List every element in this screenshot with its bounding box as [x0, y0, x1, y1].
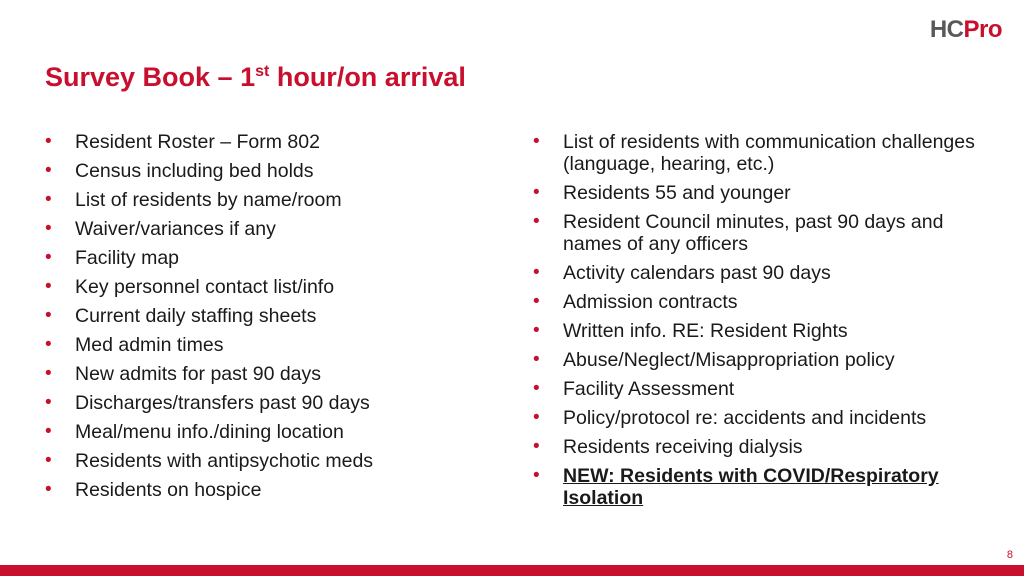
bullet-icon: • — [45, 189, 52, 210]
list-item — [45, 247, 485, 269]
bullet-icon: • — [533, 131, 540, 152]
list-item-text: Residents receiving dialysis — [563, 436, 803, 458]
list-item — [45, 334, 485, 356]
list-item — [533, 407, 983, 429]
list-item — [45, 305, 485, 327]
list-item-text: Current daily staffing sheets — [75, 305, 317, 327]
title-superscript: st — [255, 63, 270, 80]
bullet-icon: • — [533, 320, 540, 341]
title-prefix: Survey Book – 1 — [45, 62, 256, 92]
list-item — [533, 291, 983, 313]
list-item-text: Resident Roster – Form 802 — [75, 131, 320, 153]
list-item-text: Resident Council minutes, past 90 days and names of any officers — [563, 211, 944, 255]
list-item — [533, 378, 983, 400]
list-item — [45, 363, 485, 385]
bullet-icon: • — [45, 305, 52, 326]
list-item — [533, 131, 983, 175]
list-item-text: Abuse/Neglect/Misappropriation policy — [563, 349, 895, 371]
bullet-icon: • — [533, 436, 540, 457]
list-item-text: Discharges/transfers past 90 days — [75, 392, 370, 414]
bullet-icon: • — [45, 131, 52, 152]
bullet-icon: • — [45, 334, 52, 355]
bullet-icon: • — [533, 465, 540, 486]
list-item — [533, 182, 983, 204]
page-number: 8 — [1006, 549, 1013, 561]
list-item-text: Facility Assessment — [563, 378, 735, 400]
list-item — [45, 218, 485, 240]
bullet-icon: • — [533, 349, 540, 370]
logo-pro: Pro — [963, 16, 1002, 43]
bullet-icon: • — [45, 363, 52, 384]
list-item — [45, 160, 485, 182]
bullet-icon: • — [45, 218, 52, 239]
logo-hc: HC — [929, 16, 964, 43]
list-item-new — [533, 465, 983, 509]
list-item-text: Residents 55 and younger — [563, 182, 791, 204]
bullet-icon: • — [533, 262, 540, 283]
list-item-text: Admission contracts — [563, 291, 738, 313]
list-item-text: List of residents by name/room — [75, 189, 342, 211]
list-item — [533, 262, 983, 284]
bullet-icon: • — [45, 392, 52, 413]
list-item — [45, 276, 485, 298]
list-item — [533, 320, 983, 342]
hcpro-logo — [930, 16, 1002, 44]
right-bullet-list — [533, 131, 983, 516]
list-item-text: Residents with antipsychotic meds — [75, 450, 374, 472]
list-item — [45, 189, 485, 211]
list-item-text: New admits for past 90 days — [75, 363, 322, 385]
list-item — [45, 421, 485, 443]
bullet-icon: • — [533, 182, 540, 203]
list-item-text: Waiver/variances if any — [75, 218, 276, 240]
list-item — [533, 211, 983, 255]
bullet-icon: • — [533, 291, 540, 312]
list-item — [45, 479, 485, 501]
bullet-icon: • — [45, 276, 52, 297]
bullet-icon: • — [533, 211, 540, 232]
bullet-icon: • — [45, 450, 52, 471]
list-item-text: Facility map — [75, 247, 180, 269]
list-item — [45, 450, 485, 472]
list-item — [533, 436, 983, 458]
list-item-text: Activity calendars past 90 days — [563, 262, 831, 284]
title-suffix: hour/on arrival — [269, 62, 466, 92]
list-item-text: Residents on hospice — [75, 479, 262, 501]
bullet-icon: • — [45, 160, 52, 181]
list-item-text: Written info. RE: Resident Rights — [563, 320, 848, 342]
footer-bar — [0, 565, 1024, 576]
bullet-icon: • — [45, 479, 52, 500]
list-item — [45, 131, 485, 153]
left-bullet-list — [45, 131, 485, 508]
bullet-icon: • — [533, 378, 540, 399]
list-item-text: Key personnel contact list/info — [75, 276, 335, 298]
page-title — [45, 62, 466, 93]
list-item-text: Meal/menu info./dining location — [75, 421, 344, 443]
list-item — [45, 392, 485, 414]
bullet-icon: • — [45, 247, 52, 268]
list-item-text: NEW: Residents with COVID/Respiratory Isolation — [563, 465, 939, 509]
list-item-text: List of residents with communication challenges (language, hearing, etc.) — [563, 131, 975, 175]
list-item-text: Census including bed holds — [75, 160, 314, 182]
list-item-text: Med admin times — [75, 334, 224, 356]
bullet-icon: • — [45, 421, 52, 442]
list-item — [533, 349, 983, 371]
list-item-text: Policy/protocol re: accidents and incidents — [563, 407, 927, 429]
bullet-icon: • — [533, 407, 540, 428]
